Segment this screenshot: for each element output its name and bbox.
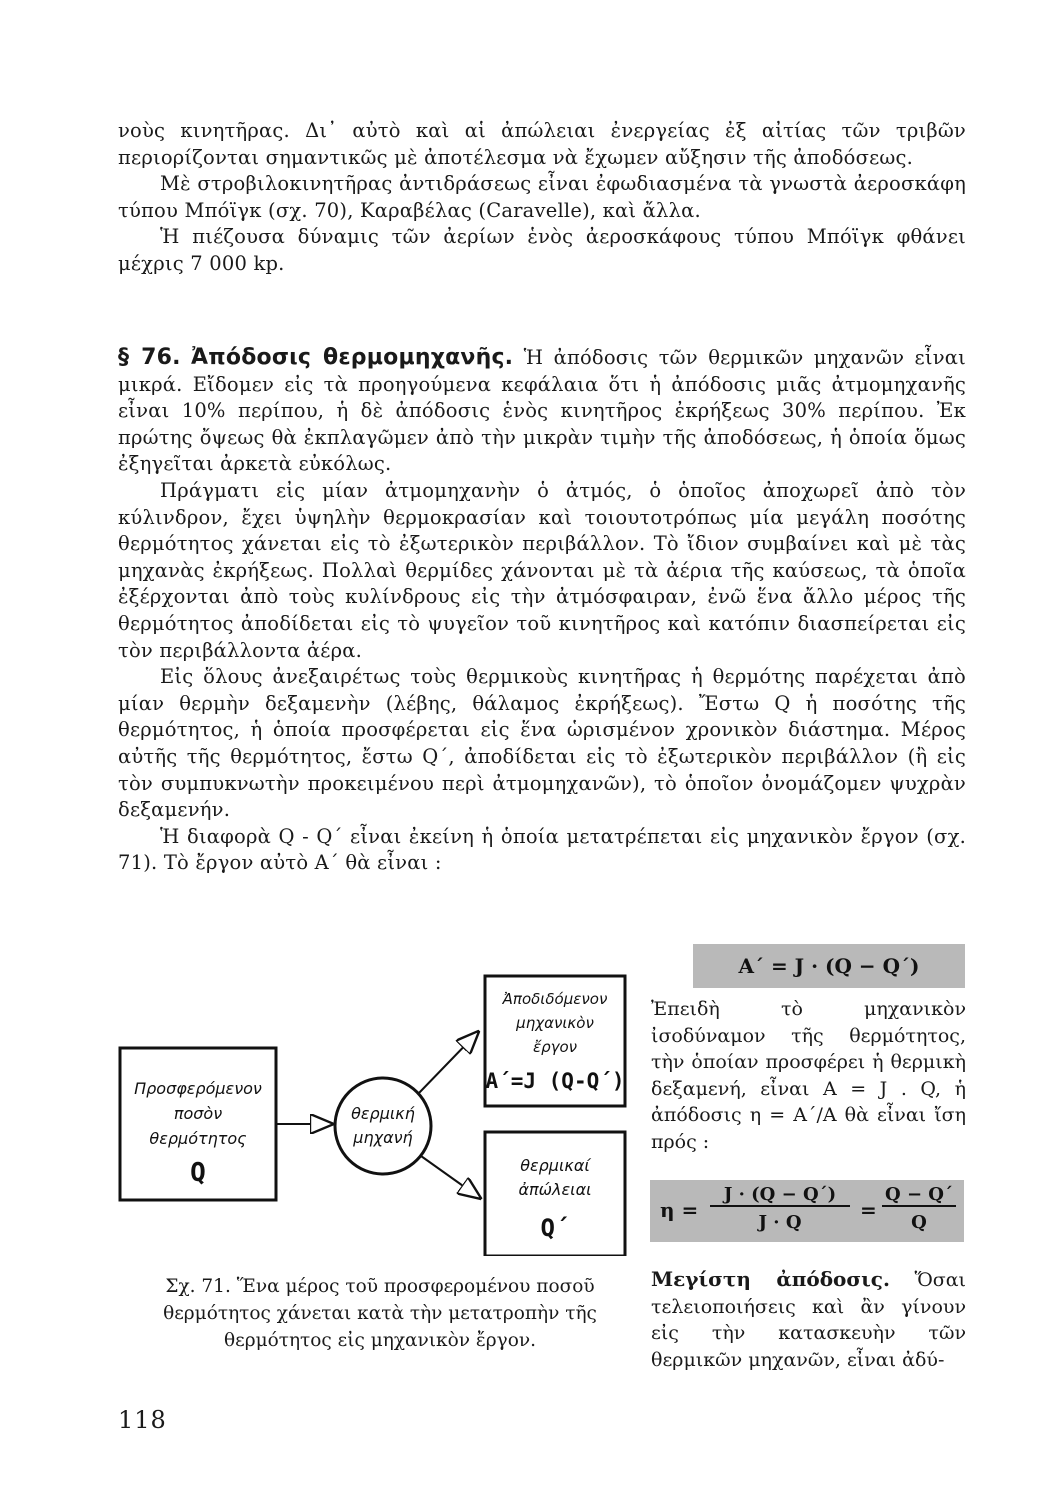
paragraph-2: Μὲ στροβιλοκινητῆρας ἀντιδράσεως εἶναι ἐφωδιασμένα τὰ γνωστὰ ἀεροσκάφη τύπου Μπόϊγκ (σχ. 70), Καραβέλας (Caravelle), καὶ ἄλλα. bbox=[118, 172, 966, 222]
max-efficiency-paragraph bbox=[651, 1266, 966, 1373]
input-heat-line2: ποσὸν bbox=[173, 1104, 223, 1123]
arrow-work bbox=[418, 1032, 478, 1094]
section-76 bbox=[118, 345, 966, 877]
section-paragraph-3: Εἰς ὅλους ἀνεξαιρέτως τοὺς θερμικοὺς κινητῆρας ἡ θερμότης παρέχεται ἀπὸ μίαν θερμὴν δεξαμενὴν (λέβης, θάλαμος ἐκρήξεως). Ἔστω Q ἡ ποσότης τῆς θερμότητος, ἡ ὁποία προσφέρεται εἰς ἕνα ὡρισμένον χρονικὸν διάστημα. Μέρος αὐτῆς τῆς θερμότητος, ἔστω Q΄, ἀποδίδεται εἰς τὸ ἐξωτερικὸν περιβάλλον (ἢ εἰς τὸν συμπυκνωτὴν προκειμένου περὶ ἀτμομηχανῶν), τὸ ὁποῖον ὀνομάζομεν ψυχρὰν δεξαμενήν. bbox=[118, 665, 966, 822]
formula-work: A΄ = J · (Q − Q΄) bbox=[693, 944, 965, 988]
paragraph-3: Ἡ πιέζουσα δύναμις τῶν ἀερίων ἑνὸς ἀεροσκάφους τύπου Μπόϊγκ φθάνει μέχρις 7 000 kp. bbox=[118, 225, 966, 275]
losses-line1: θερμικαί bbox=[520, 1156, 590, 1175]
fraction2-denominator: Q bbox=[911, 1212, 927, 1233]
work-line2: μηχανικὸν bbox=[516, 1014, 594, 1032]
body-text-top bbox=[118, 118, 966, 278]
section-paragraph-2: Πράγματι εἰς μίαν ἀτμομηχανὴν ὁ ἀτμός, ὁ ὁποῖος ἀποχωρεῖ ἀπὸ τὸν κύλινδρον, ἔχει ὑψηλὴν θερμοκρασίαν καὶ τοιουτοτρόπως μία μεγάλη ποσότης θερμότητος χάνεται εἰς τὸ ἐξωτερικὸν περιβάλλον. Τὸ ἴδιον συμβαίνει καὶ μὲ τὰς μηχανὰς ἐκρήξεως. Πολλαὶ θερμίδες χάνονται μὲ τὰ ἀέρια τῆς καύσεως, τὰ ὁποῖα ἐξέρχονται ἀπὸ τοὺς κυλίνδρους εἰς τὴν ἀτμόσφαιραν, ἐνῶ ἕνα ἄλλο μέρος τῆς θερμότητος ἀποδίδεται εἰς τὸ ψυγεῖον τοῦ κινητῆρος καὶ κατόπιν διασπείρεται εἰς τὸν περιβάλλοντα ἀέρα. bbox=[118, 478, 966, 662]
fraction1-denominator: J · Q bbox=[758, 1212, 802, 1233]
input-heat-symbol: Q bbox=[190, 1158, 206, 1188]
arrow-losses bbox=[421, 1156, 480, 1198]
input-heat-line3: θερμότητος bbox=[149, 1129, 247, 1148]
heat-engine-circle bbox=[335, 1078, 431, 1174]
work-line1: Ἀποδιδόμενον bbox=[502, 990, 608, 1008]
section-intro: Ἡ ἀπόδοσις τῶν θερμικῶν μηχανῶν εἶναι μικρά. Εἴδομεν εἰς τὰ προηγούμενα κεφάλαια ὅτι ἡ ἀπόδοσις μιᾶς ἀτμομηχανῆς εἶναι 10% περίπου, ἡ δὲ ἀπόδοσις ἑνὸς κινητῆρος ἐκρήξεως 30% περίπου. Ἐκ πρώτης ὄψεως θὰ ἐκπλαγῶμεν ἀπὸ τὴν μικρὰν τιμὴν τῆς ἀποδόσεως, ἡ ὁποία ὅμως ἐξηγεῖται ἀρκετὰ εὐκόλως. bbox=[118, 346, 966, 476]
section-number: § 76. bbox=[118, 345, 181, 370]
max-efficiency-block bbox=[651, 1266, 966, 1373]
heat-engine-diagram bbox=[118, 966, 638, 1256]
right-paragraph: Ἐπειδὴ τὸ μηχανικὸν ἰσοδύναμον τῆς θερμότητος, τὴν ὁποίαν προσφέρει ἡ θερμικὴ δεξαμενή, εἶναι A = J . Q, ἡ ἀπόδοσις η = A΄/A θὰ εἶναι ἴση πρός : bbox=[651, 998, 966, 1153]
fraction2-numerator: Q − Q΄ bbox=[882, 1184, 956, 1207]
work-line3: ἔργον bbox=[532, 1038, 578, 1056]
losses-line2: ἀπώλειαι bbox=[518, 1180, 592, 1199]
section-paragraph-4: Ἡ διαφορὰ Q - Q΄ εἶναι ἐκείνη ἡ ὁποία μετατρέπεται εἰς μηχανικὸν ἔργον (σχ. 71). Τὸ ἔργον αὐτὸ A΄ θὰ εἶναι : bbox=[118, 824, 966, 875]
engine-line1: θερμική bbox=[351, 1104, 415, 1123]
paragraph-1: νοὺς κινητῆρας. Δι᾽ αὐτὸ καὶ αἱ ἀπώλειαι ἐνεργείας ἐξ αἰτίας τῶν τριβῶν περιορίζονται σημαντικῶς μὲ ἀποτέλεσμα νὰ ἔχωμεν αὔξησιν τῆς ἀποδόσεως. bbox=[118, 119, 966, 169]
page-number: 118 bbox=[118, 1406, 167, 1434]
engine-line2: μηχανή bbox=[353, 1128, 413, 1147]
input-heat-line1: Προσφερόμενον bbox=[134, 1079, 262, 1098]
figure-caption: Σχ. 71. Ἕνα μέρος τοῦ προσφερομένου ποσοῦ θερμότητος χάνεται κατὰ τὴν μετατροπὴν τῆς θερμότητος εἰς μηχανικὸν ἔργον. bbox=[163, 1276, 597, 1351]
fraction1-numerator: J · (Q − Q΄) bbox=[710, 1184, 850, 1207]
section-title: Ἀπόδοσις θερμομηχανῆς. bbox=[191, 345, 514, 370]
section-intro-paragraph bbox=[118, 345, 966, 478]
max-efficiency-text: Ὅσαι τελειοποιήσεις καὶ ἂν γίνουν εἰς τὴν κατασκευὴν τῶν θερμικῶν μηχανῶν, εἶναι ἀδύ- bbox=[651, 1269, 967, 1371]
work-formula: A΄=J (Q-Q΄) bbox=[485, 1069, 625, 1093]
losses-symbol: Q΄ bbox=[540, 1214, 570, 1242]
formula-efficiency bbox=[650, 1180, 964, 1242]
max-efficiency-heading: Μεγίστη ἀπόδοσις. bbox=[651, 1267, 890, 1291]
equals-sign: = bbox=[860, 1198, 877, 1222]
right-column-text bbox=[651, 996, 966, 1155]
eta-label: η = bbox=[660, 1198, 699, 1222]
